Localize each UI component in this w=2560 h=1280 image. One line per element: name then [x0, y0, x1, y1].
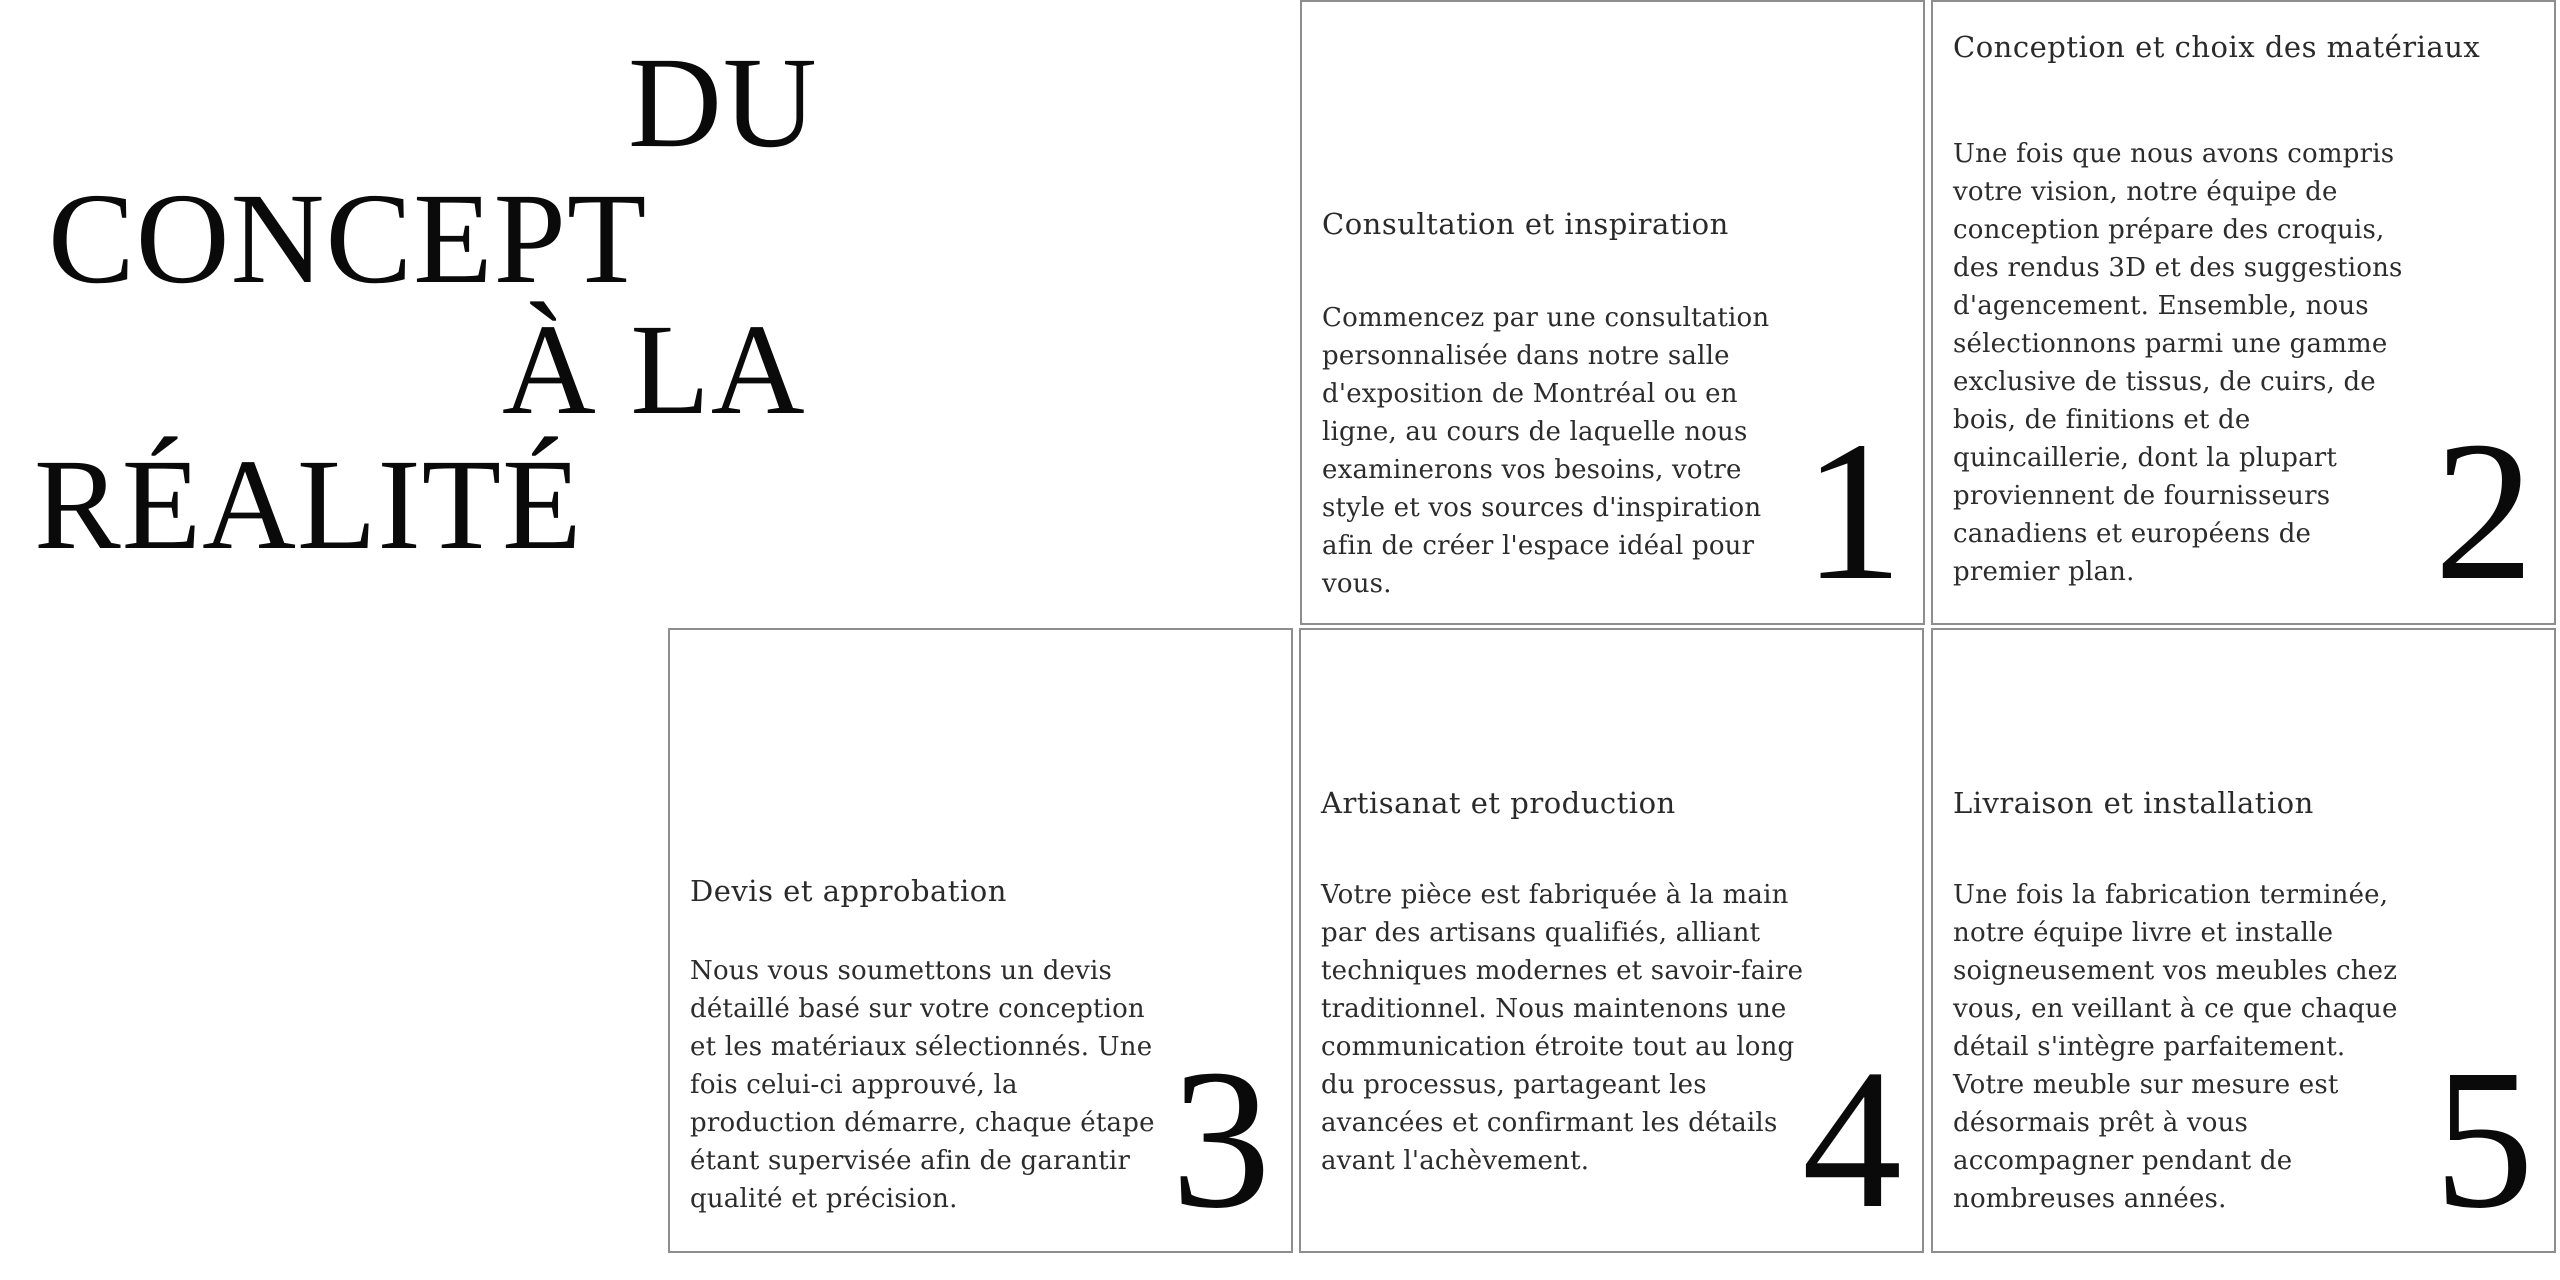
- step-card-2: [1931, 0, 2556, 625]
- headline-line-a-la: À LA: [502, 298, 806, 442]
- headline-line-realite: RÉALITÉ: [34, 433, 583, 577]
- step-description: Votre pièce est fabriquée à la main par des artisans qualifiés, alliant techniques modernes et savoir-faire traditionnel. Nous maintenons une communication étroite tout au long du processus, partageant les avancées et confirmant les détails avant l'achèvement.: [1321, 880, 1804, 1176]
- step-title: Consultation et inspiration: [1322, 207, 1729, 241]
- headline-line-concept: CONCEPT: [48, 167, 648, 311]
- step-card-5: [1931, 628, 2556, 1253]
- step-number: 3: [1171, 1029, 1271, 1250]
- step-card-3: [668, 628, 1293, 1253]
- step-title: Devis et approbation: [690, 874, 1007, 908]
- step-description: Commencez par une consultation personnalisée dans notre salle d'exposition de Montréal ou en ligne, au cours de laquelle nous examinerons vos besoins, votre style et vos sources d'inspiration afin de créer l'espace idéal pour vous.: [1322, 303, 1770, 599]
- headline: [0, 0, 1280, 620]
- step-title: Livraison et installation: [1953, 786, 2314, 820]
- step-title: Conception et choix des matériaux: [1953, 30, 2481, 64]
- headline-line-du: DU: [628, 31, 818, 175]
- step-card-4: [1299, 628, 1924, 1253]
- step-title: Artisanat et production: [1321, 786, 1676, 820]
- step-number: 2: [2434, 401, 2534, 622]
- step-card-1: [1300, 0, 1925, 625]
- step-description: Nous vous soumettons un devis détaillé basé sur votre conception et les matériaux sélectionnés. Une fois celui-ci approuvé, la production démarre, chaque étape étant supervisée afin de garantir qualité et précision.: [690, 956, 1155, 1214]
- step-number: 1: [1803, 401, 1903, 622]
- step-description: Une fois que nous avons compris votre vision, notre équipe de conception prépare des croquis, des rendus 3D et des suggestions d'agencement. Ensemble, nous sélectionnons parmi une gamme exclusive de tissus, de cuirs, de bois, de finitions et de quincaillerie, dont la plupart proviennent de fournisseurs canadiens et européens de premier plan.: [1953, 139, 2403, 587]
- step-number: 5: [2434, 1029, 2534, 1250]
- step-description: Une fois la fabrication terminée, notre équipe livre et installe soigneusement vos meubles chez vous, en veillant à ce que chaque détail s'intègre parfaitement. Votre meuble sur mesure est désormais prêt à vous accompagner pendant de nombreuses années.: [1953, 880, 2398, 1214]
- step-number: 4: [1802, 1029, 1902, 1250]
